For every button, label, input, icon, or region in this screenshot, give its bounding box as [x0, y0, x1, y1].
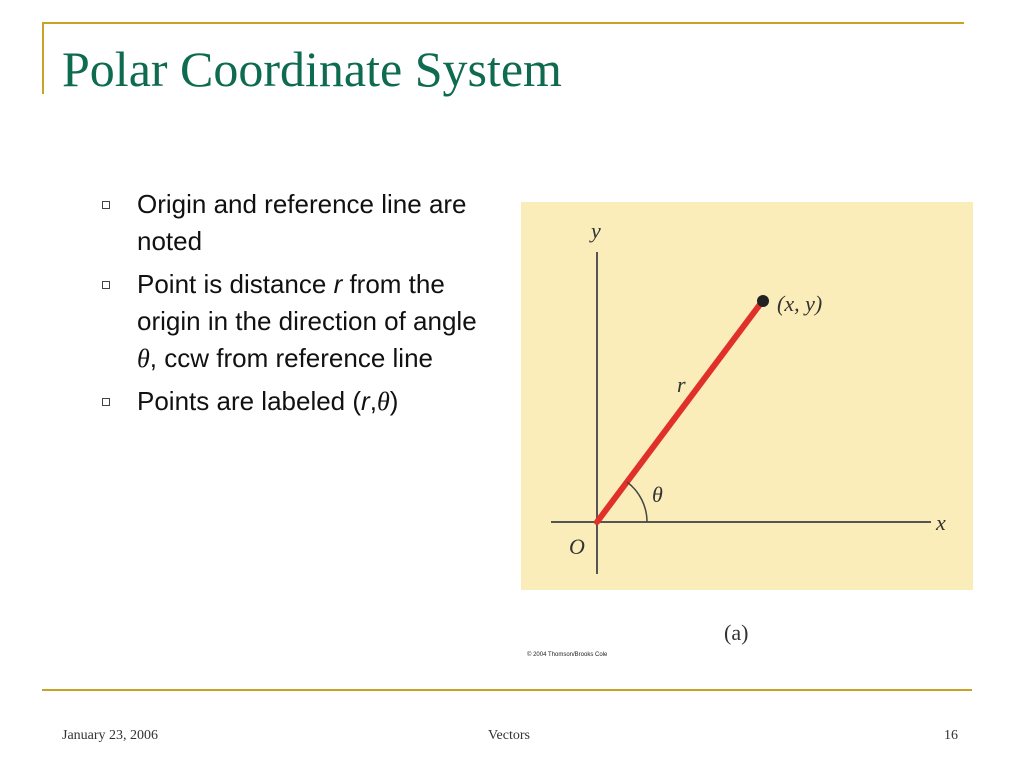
bullet-text-pre: Point is distance: [137, 269, 334, 299]
bullet-text-post: ): [389, 386, 399, 416]
footer-rule: [42, 689, 972, 691]
square-bullet-icon: [102, 281, 110, 289]
footer-date: January 23, 2006: [62, 728, 159, 743]
bullet-item: [100, 186, 495, 260]
diagram-background: [521, 202, 973, 590]
left-frame-line: [42, 22, 44, 94]
top-frame-line: [42, 22, 964, 24]
bullet-item: [100, 266, 495, 377]
figure-credit: © 2004 Thomson/Brooks Cole: [527, 652, 608, 658]
bullet-text: Origin and reference line are noted: [137, 189, 467, 256]
page-number: 16: [944, 728, 958, 743]
footer-title: Vectors: [488, 728, 530, 743]
square-bullet-icon: [102, 201, 110, 209]
figure-caption: (a): [724, 620, 749, 645]
comma: ,: [369, 386, 377, 416]
bullet-list: [100, 186, 495, 426]
origin-label: O: [569, 534, 585, 559]
theta-symbol: θ: [137, 344, 150, 373]
r-label: r: [677, 372, 686, 397]
point-marker: [757, 295, 769, 307]
r-symbol: r: [333, 269, 343, 299]
r-symbol: r: [361, 386, 370, 416]
bullet-item: [100, 383, 495, 420]
y-axis-label: y: [591, 218, 601, 243]
x-axis-label: x: [936, 510, 946, 535]
slide-title: Polar Coordinate System: [62, 41, 562, 97]
point-label: (x, y): [777, 291, 823, 316]
bullet-text-pre: Points are labeled (: [137, 386, 362, 416]
square-bullet-icon: [102, 398, 110, 406]
bullet-text-post: , ccw from reference line: [149, 343, 433, 373]
theta-label: θ: [652, 482, 663, 507]
bullet-text-mid: from the origin in the direction of angle: [137, 269, 477, 336]
polar-diagram: [521, 202, 973, 590]
theta-symbol: θ: [376, 387, 390, 416]
